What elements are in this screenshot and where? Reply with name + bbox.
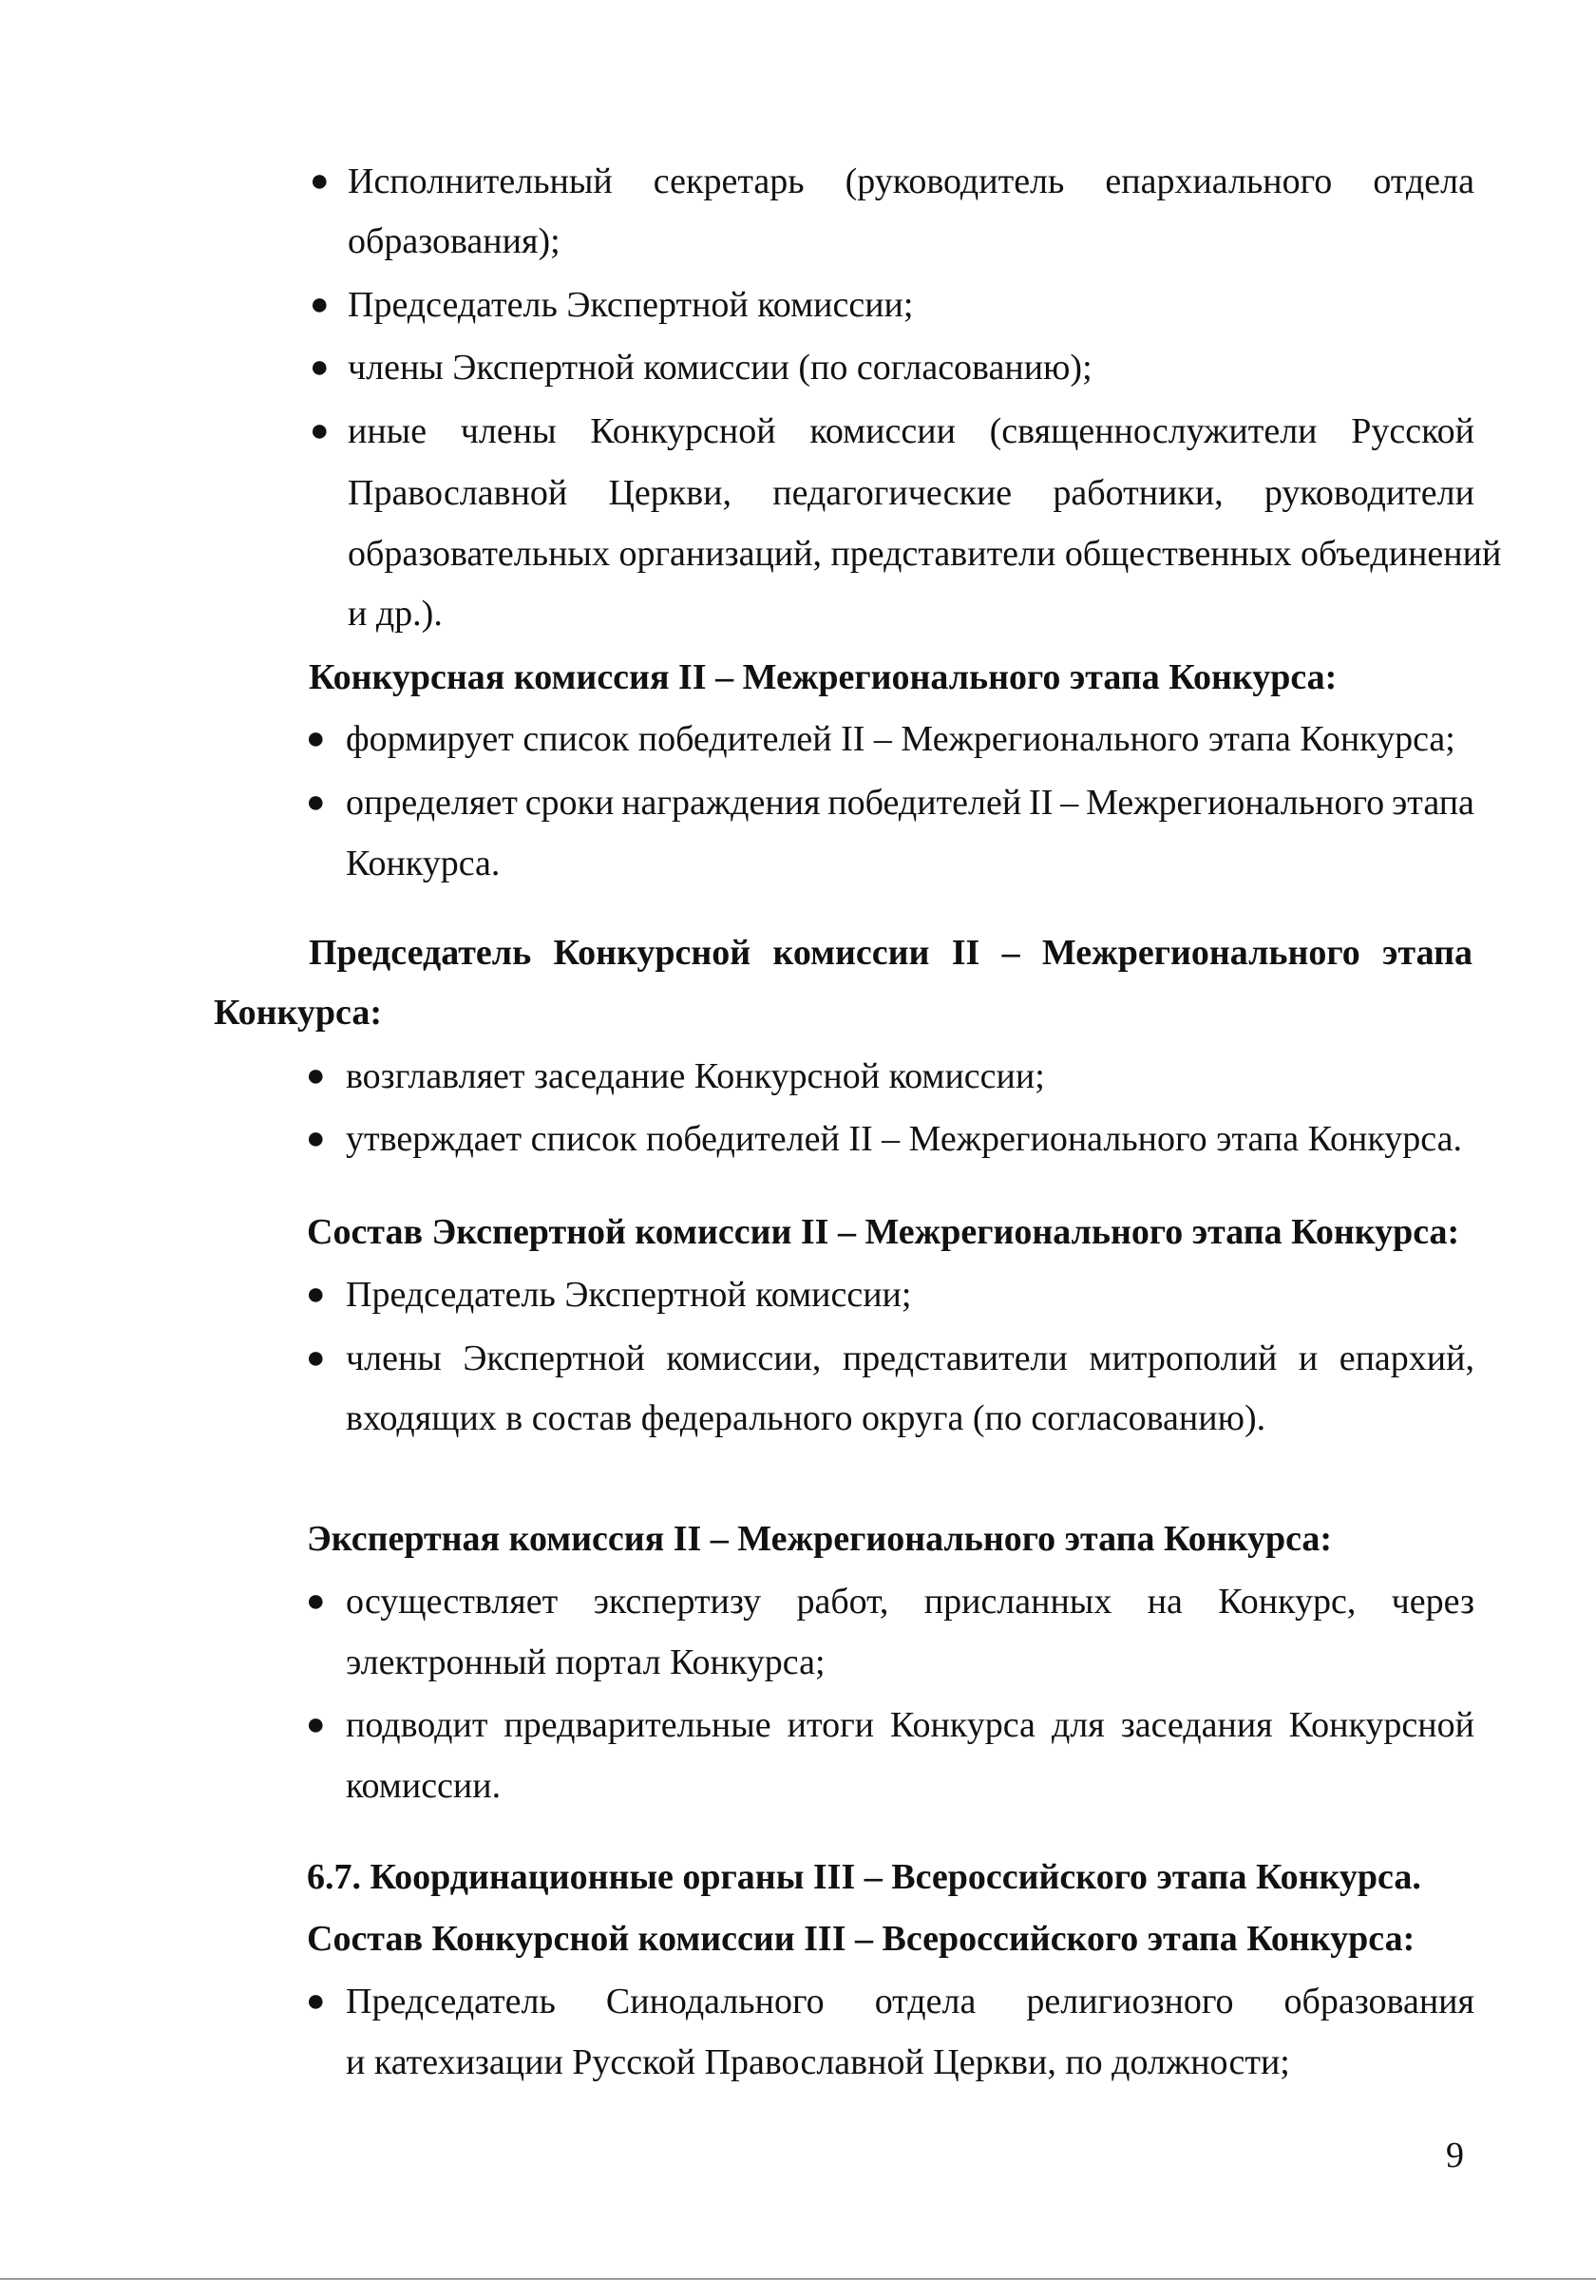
section-heading: Конкурсная комиссия II – Межрегионального этапа Конкурса: xyxy=(309,657,1338,697)
word: отдела xyxy=(874,1982,977,2021)
word: Председатель xyxy=(309,933,532,973)
section-heading: Состав Конкурсной комиссии III – Всероссийского этапа Конкурса: xyxy=(307,1919,1416,1959)
section-heading: 6.7. Координационные органы III – Всероссийского этапа Конкурса. xyxy=(307,1857,1421,1897)
bullet-text xyxy=(346,1580,1474,1623)
bullet-icon: ● xyxy=(310,350,330,385)
section-heading: Состав Экспертной комиссии II – Межрегионального этапа Конкурса: xyxy=(307,1212,1460,1252)
word: награждения xyxy=(621,783,821,823)
word: – xyxy=(1060,783,1079,823)
word: члены xyxy=(346,1338,442,1378)
bullet-text xyxy=(346,1703,1474,1747)
page-number: 9 xyxy=(1446,2135,1464,2175)
bullet-text: комиссии. xyxy=(346,1766,502,1806)
bullet-icon: ● xyxy=(306,1121,326,1156)
page-bottom-rule xyxy=(0,2278,1596,2280)
bullet-text: образовательных организаций, представители общественных объединений xyxy=(348,534,1502,574)
bullet-text: электронный портал Конкурса; xyxy=(346,1642,826,1682)
word: II xyxy=(951,933,980,973)
word: Экспертной xyxy=(463,1338,645,1378)
word: представители xyxy=(842,1338,1068,1378)
bullet-icon: ● xyxy=(306,1584,326,1619)
word: предварительные xyxy=(504,1705,771,1745)
word: митрополий xyxy=(1089,1338,1278,1378)
bullet-text: и др.). xyxy=(348,594,443,634)
word: Межрегионального xyxy=(1041,933,1360,973)
bullet-text: возглавляет заседание Конкурсной комиссии; xyxy=(346,1056,1045,1096)
bullet-icon: ● xyxy=(306,1058,326,1093)
word: члены xyxy=(460,411,557,451)
word: образования xyxy=(1283,1982,1474,2021)
bullet-text: Председатель Экспертной комиссии; xyxy=(346,1275,912,1315)
word: педагогические xyxy=(772,473,1013,513)
word: этапа xyxy=(1382,933,1472,973)
bullet-text: члены Экспертной комиссии (по согласованию); xyxy=(348,348,1092,388)
bullet-text: Конкурса. xyxy=(346,844,501,883)
word: II xyxy=(1029,783,1054,823)
bullet-icon: ● xyxy=(306,721,326,756)
bullet-text xyxy=(346,781,1474,825)
word: религиозного xyxy=(1026,1982,1234,2021)
word: для xyxy=(1051,1705,1105,1745)
word: Председатель xyxy=(346,1982,556,2021)
word: работ, xyxy=(796,1582,889,1622)
section-heading: Конкурса: xyxy=(214,993,383,1033)
bullet-icon: ● xyxy=(306,1277,326,1312)
word: Конкурса xyxy=(890,1705,1036,1745)
bullet-text xyxy=(346,1980,1474,2023)
bullet-icon: ● xyxy=(310,287,330,322)
word: через xyxy=(1391,1582,1474,1622)
bullet-icon: ● xyxy=(306,1340,326,1376)
word: епархий, xyxy=(1339,1338,1474,1378)
word: (руководитель xyxy=(845,161,1065,201)
word: осуществляет xyxy=(346,1582,559,1622)
word: определяет xyxy=(346,783,518,823)
bullet-text xyxy=(348,409,1474,453)
word: комиссии xyxy=(809,411,956,451)
word: комиссии xyxy=(772,933,930,973)
word: подводит xyxy=(346,1705,488,1745)
word: – xyxy=(1001,933,1020,973)
bullet-text xyxy=(348,471,1474,515)
bullet-text: и катехизации Русской Православной Церкви, по должности; xyxy=(346,2042,1290,2082)
word: Русской xyxy=(1351,411,1474,451)
word: работники, xyxy=(1053,473,1224,513)
section-heading xyxy=(309,931,1472,975)
bullet-text xyxy=(346,1337,1474,1380)
word: заседания xyxy=(1120,1705,1273,1745)
word: секретарь xyxy=(653,161,805,201)
word: и xyxy=(1298,1338,1319,1378)
word: Конкурсной xyxy=(553,933,751,973)
word: иные xyxy=(348,411,428,451)
bullet-text: утверждает список победителей II – Межрегионального этапа Конкурса. xyxy=(346,1119,1462,1159)
bullet-icon: ● xyxy=(306,1983,326,2019)
word: присланных xyxy=(923,1582,1112,1622)
word: сроки xyxy=(524,783,615,823)
word: Конкурс, xyxy=(1218,1582,1357,1622)
word: Конкурсной xyxy=(1288,1705,1474,1745)
bullet-text: Председатель Экспертной комиссии; xyxy=(348,285,914,325)
bullet-text xyxy=(348,160,1474,203)
word: Церкви, xyxy=(608,473,732,513)
bullet-icon: ● xyxy=(306,1707,326,1742)
word: Исполнительный xyxy=(348,161,613,201)
word: Синодального xyxy=(605,1982,825,2021)
bullet-icon: ● xyxy=(310,413,330,448)
section-heading: Экспертная комиссия II – Межрегионального этапа Конкурса: xyxy=(307,1519,1333,1559)
bullet-icon: ● xyxy=(306,785,326,820)
word: победителей xyxy=(827,783,1022,823)
word: отдела xyxy=(1373,161,1474,201)
word: этапа xyxy=(1391,783,1474,823)
word: экспертизу xyxy=(593,1582,762,1622)
word: руководители xyxy=(1264,473,1474,513)
word: Межрегионального xyxy=(1086,783,1385,823)
bullet-text: входящих в состав федерального округа (по согласованию). xyxy=(346,1398,1266,1438)
bullet-text: формирует список победителей II – Межрегионального этапа Конкурса; xyxy=(346,719,1455,759)
word: итоги xyxy=(787,1705,875,1745)
bullet-text: образования); xyxy=(348,221,560,261)
word: на xyxy=(1147,1582,1183,1622)
word: епархиального xyxy=(1105,161,1333,201)
word: (священнослужители xyxy=(989,411,1318,451)
bullet-icon: ● xyxy=(310,163,330,199)
word: Конкурсной xyxy=(590,411,776,451)
word: комиссии, xyxy=(666,1338,822,1378)
word: Православной xyxy=(348,473,568,513)
